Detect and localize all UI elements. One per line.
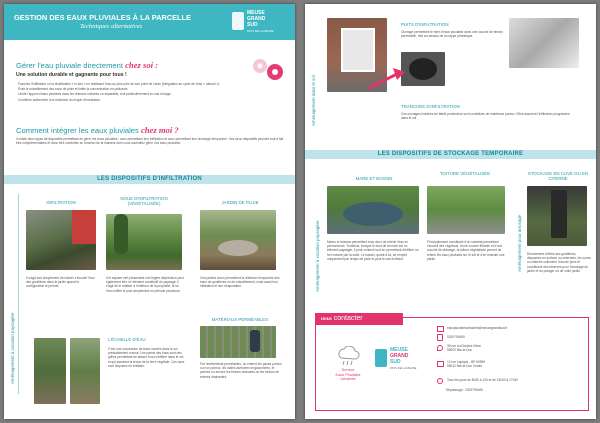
- service-line-3: Urbaines: [340, 377, 356, 382]
- address2-line2: 55012 Bar-le-Duc Cedex: [447, 364, 483, 369]
- intro-heading-text: Gérer l'eau pluviale directement: [16, 61, 123, 70]
- photo-hole-inner: [409, 58, 437, 80]
- photo-tank: [551, 190, 567, 238]
- hours-text: Tous les jours de 8h30 à 12h et de 13h30 à 17h30: [447, 378, 518, 383]
- right-side-label-mid: Aménagement à vocation paysagère: [315, 220, 320, 292]
- cloud-rain-icon: [335, 346, 361, 366]
- photo-cuve: [527, 186, 587, 246]
- col-title-stockage: STOCKAGE EN CUVE OU EN CITERNE: [527, 171, 589, 182]
- flower-icon: [250, 56, 286, 86]
- side-divider: [18, 194, 19, 394]
- contact-logo-mark-icon: [375, 349, 387, 367]
- photo-noue: [106, 214, 182, 270]
- photo-stones: [218, 240, 258, 256]
- photo-tree: [114, 214, 128, 254]
- photo-infiltration: [26, 210, 96, 270]
- service-name: [325, 368, 371, 382]
- mailbox-icon: [437, 361, 444, 367]
- how-heading: [16, 125, 179, 135]
- address2-line1: 12 rue Lapique - BP 60559: [447, 360, 486, 364]
- logo-line-3: SUD: [247, 22, 258, 28]
- right-side-label-top: Aménagement dans le sol: [311, 75, 316, 126]
- phone-icon: [437, 334, 443, 341]
- col-title-noue: NOUE D'INFILTRATION (VÉGÉTALISÉE): [120, 196, 168, 207]
- puits-text: Ouvrage permettant le rejet d'eaux pluviales dans une couche de terrain perméable, très au-dessus de la nappe phréatique.: [401, 30, 503, 39]
- photo-mare: [327, 186, 419, 234]
- clock-icon: [437, 378, 443, 384]
- photo-toiture: [427, 186, 505, 234]
- contact-prefix: nous: [321, 316, 332, 322]
- address1-line2: 55000 Bar-le-Duc: [447, 348, 472, 353]
- col-title-mare: MARE ET BASSIN: [355, 176, 393, 181]
- logo-mark-icon: [232, 12, 244, 30]
- stockage-band: LES DISPOSITIFS DE STOCKAGE TEMPORAIRE: [305, 150, 596, 159]
- arrow-icon: [367, 66, 407, 92]
- contact-header: [315, 313, 403, 325]
- contact-logo: [375, 346, 431, 372]
- intro-bullet: Limite l'apport d'eaux pluviales dans les réseaux unitaires ou séparatifs, tout particulièrement en cas d'orage.: [18, 92, 172, 97]
- materiaux-text: Par revêtements perméables, on entend les pavés poreux ou non poreux, les dalles alvéolées engazonnées, et pavées ou encore les bétons drainants ou les bétons de résines drainantes.: [200, 362, 282, 379]
- logo-line-1: MEUSE: [247, 10, 265, 16]
- left-side-label: Aménagement à vocation paysagère: [10, 312, 15, 384]
- how-heading-text: Comment intégrer les eaux pluviales: [16, 126, 139, 135]
- how-text: Il existe deux types de dispositifs permettant de gérer les eaux pluviales : ceux permettant leur infiltration et ceux permettant leur stockage temporaire. Ces deux dispositifs peuvent tout à fait être complémentaires et donc être combinés en fonction de la manière dont vous souhaitez gérer vos eaux pluviales.: [16, 137, 284, 146]
- service-line-2: Eaux Pluviales: [335, 372, 361, 377]
- hours-row: [437, 376, 587, 385]
- logo-tag: PAYS DE LA MEUSE: [247, 29, 274, 33]
- infiltration-band: LES DISPOSITIFS D'INFILTRATION: [4, 175, 295, 184]
- left-title: GESTION DES EAUX PLUVIALES À LA PARCELLE: [14, 13, 191, 22]
- col-text-infiltration: Il s'agit tout simplement de laisser s'écouler l'eau des gouttières dans le jardin quand la configuration le permet.: [26, 276, 95, 289]
- intro-heading: [16, 60, 158, 70]
- address1-line1: 39 rue du Docteur Nève: [447, 344, 481, 348]
- tranchee-text: Ces ouvrages linéaires de faible profondeur sont constitués de matériaux poreux. Elles assurent l'infiltration progressive dans le sol.: [401, 112, 570, 121]
- photo-wall: [72, 210, 96, 244]
- address2-row: [437, 360, 587, 374]
- right-page: [305, 4, 596, 419]
- col-text-toiture: Principalement constituée d'un substrat permettant l'accueil des végétaux, d'une couche filtrante et d'une couche de drainage, la toiture végétalisée permet de retenir les eaux pluviales sur le toit et d'en retarder une partie.: [427, 240, 505, 261]
- photo-materiaux: [200, 326, 276, 358]
- address1: [447, 344, 481, 352]
- materiaux-title: MATÉRIAUX PERMÉABLES: [211, 317, 269, 322]
- left-subtitle: Techniques alternatives: [80, 23, 143, 30]
- left-page: [4, 4, 295, 419]
- email-icon: [437, 326, 444, 332]
- address2: [447, 360, 485, 368]
- echelle-title: L'ÉCHELLE D'EAU: [108, 337, 146, 342]
- photo-echelle-2: [70, 338, 100, 404]
- intro-heading-em: chez soi :: [125, 60, 159, 70]
- intro-subheading: Une solution durable et gagnante pour tous !: [16, 72, 127, 78]
- contact-logo-line-3: SUD: [390, 359, 401, 365]
- email-row[interactable]: [437, 324, 587, 333]
- photo-pond: [343, 202, 403, 226]
- col-text-jardin: Ces jardins creux permettent la rétention temporaire des eaux de gouttières ou de ruissellement, mais aussi leur infiltration et leur évaporation.: [200, 276, 280, 289]
- tranchee-title: TRANCHÉE D'INFILTRATION: [401, 104, 460, 109]
- col-title-infiltration: INFILTRATION: [46, 200, 76, 205]
- intro-bullet: Contribue activement à la réduction du risque d'inondation.: [18, 97, 102, 102]
- contact-logo-line-2: GRAND: [390, 353, 409, 359]
- col-title-jardin: JARDIN DE PLUIE: [221, 200, 259, 205]
- puits-title: PUITS D'INFILTRATION: [401, 22, 449, 27]
- photo-jardin-pluie: [200, 210, 276, 270]
- intro-bullet: Favorise l'infiltration ou la réutilisation « in situ » en restituant l'eau au plus près de son point de chute (intégration au cycle de l'eau « naturel »).: [18, 82, 221, 86]
- col-text-noue: Cet espace vert présentant une légère dépression peut également être un élément constitutif du paysage. Il s'agit de le réaliser à l'intérieur de la propriété, là où l'eau infiltre le plus simplement en période pluvieuse.: [106, 276, 184, 293]
- photo-puits-hole: [401, 52, 445, 86]
- col-text-stockage: Directement reliées aux gouttières, disposées en surface ou enterrées, les cuves ou citernes collectent l'eau de pluie et constituent des réserves pour l'arrosage du jardin et du potager ou de votre jardin.: [527, 252, 591, 273]
- email-text[interactable]: eauxpluvialesurbaines@meusegrandsud.fr: [447, 326, 508, 331]
- phone-row[interactable]: [437, 333, 587, 342]
- echelle-text: C'est une succession de bacs montés dans le sol préalablement creusé. Les parois des bacs sont des grilles permettant de laisser l'eau s'infiltrer dans le sol et qui assurent la tenue de la terre végétale. Ces bacs sont disposés en enfilade.: [108, 347, 185, 368]
- right-side-label-right: Aménagement pour arrosage: [517, 214, 522, 272]
- intro-bullet: Évite le ruissellement des eaux de pluie et limite la concentration en polluants.: [18, 87, 129, 92]
- how-heading-em: chez moi ?: [140, 125, 179, 135]
- service-line-1: Service: [341, 368, 355, 372]
- pin-icon: [437, 345, 443, 351]
- phone-text[interactable]: 0329791665: [447, 335, 465, 340]
- contact-details: [437, 324, 587, 392]
- photo-puits-cover: [509, 18, 579, 68]
- contact-logo-tag: PAYS DE LA MEUSE: [390, 366, 417, 370]
- photo-echelle-1: [34, 338, 66, 404]
- address1-row: [437, 344, 587, 358]
- depannage-text: Dépannage : 0329791665: [446, 388, 483, 392]
- col-text-mare: Mares et bassins permettent tous deux de retenir l'eau en permanence. Toutefois, lorsque le fond de la mare est un élément paysager, il peut contenir tout en permettant d'infiltrer un fort volume par la suite. Le bassin, quant à lui, se remplit uniquement par temps de pluie et peut le cas échéant.: [327, 240, 419, 261]
- photo-person: [250, 330, 260, 352]
- logo-line-2: GRAND: [247, 16, 266, 22]
- intro-bullets: [18, 82, 244, 102]
- contact-label: contacter: [333, 315, 363, 322]
- meuse-logo: [232, 9, 290, 35]
- contact-logo-line-1: MEUSE: [390, 347, 408, 353]
- col-title-toiture: TOITURE VÉGÉTALISÉE: [439, 171, 491, 176]
